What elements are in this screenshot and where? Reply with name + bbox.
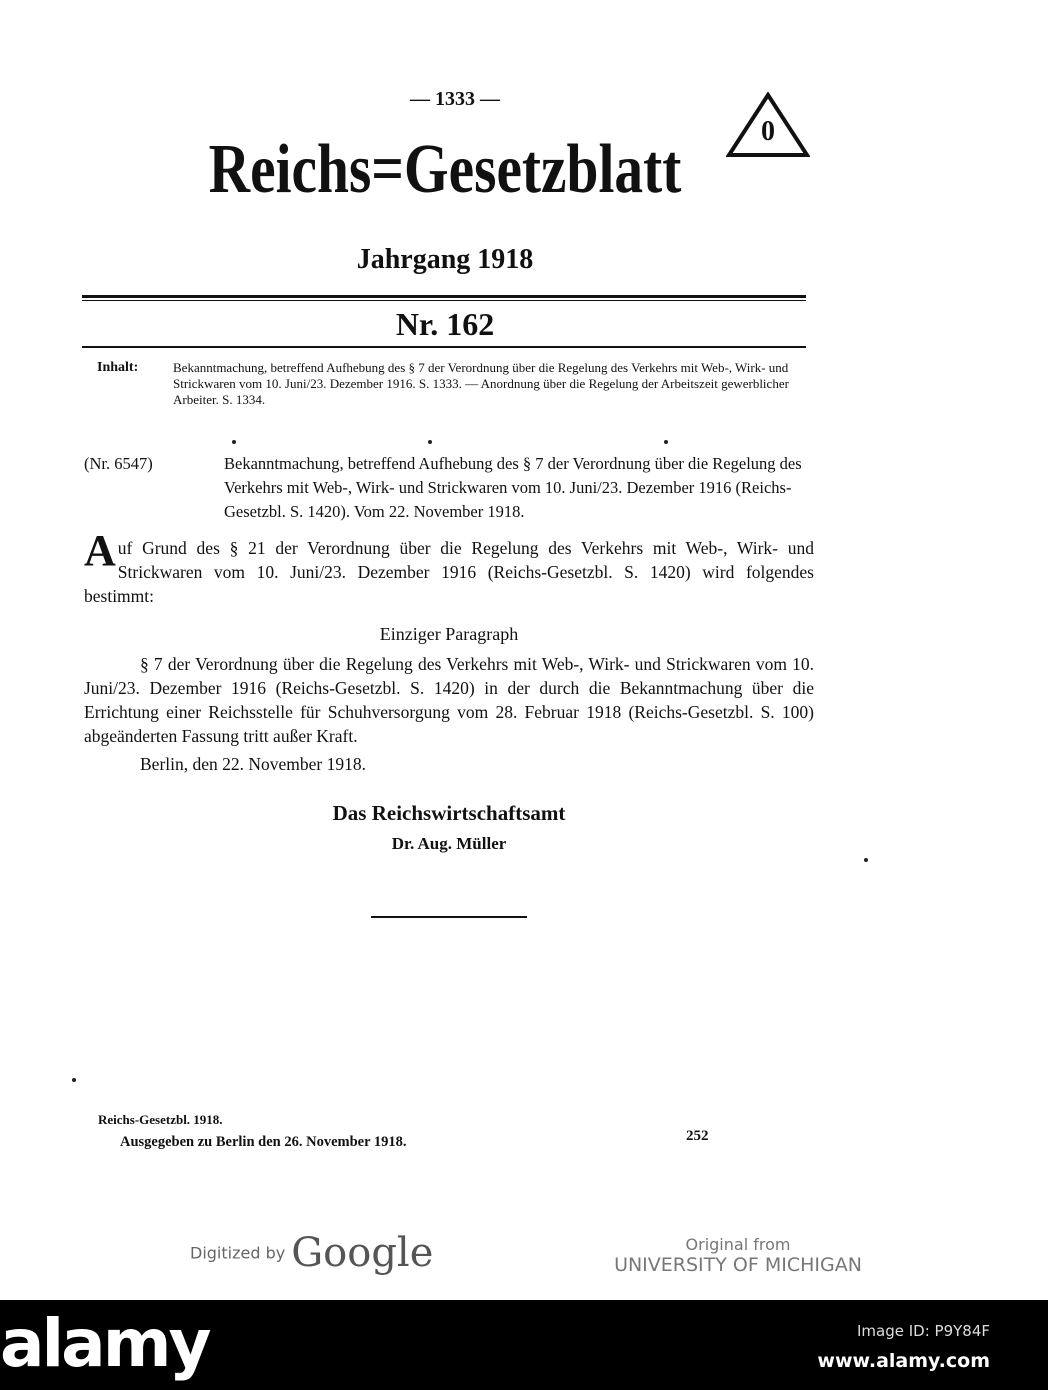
announcement-number: (Nr. 6547): [84, 454, 153, 473]
intro-body: uf Grund des § 21 der Verordnung über die Regelung des Verkehrs mit Web-, Wirk- und Strickwaren vom 10. Juni/23. Dezember 1916 (Reichs-Gesetzbl. S. 1420) wird folgendes bestimmt:: [84, 538, 814, 606]
year: Jahrgang 1918: [356, 244, 534, 275]
contents-text: Bekanntmachung, betreffend Aufhebung des § 7 der Verordnung über die Regelung des Verkehrs mit Web-, Wirk- und Strickwaren vom 10. Juni/23. Dezember 1916. S. 1333. — Anordnung über die Regelung der Arbeitszeit gewerblicher Arbeiter. S. 1334.: [173, 360, 789, 407]
intro-text: [84, 526, 814, 608]
contents-block: [97, 360, 809, 408]
document-body: [84, 452, 814, 918]
divider: [82, 295, 806, 298]
image-id: Image ID: P9Y84F: [856, 1322, 990, 1340]
signatory: Dr. Aug. Müller: [391, 834, 507, 853]
section-paragraph: § 7 der Verordnung über die Regelung des Verkehrs mit Web-, Wirk- und Strickwaren vom 10. Juni/23. Dezember 1916 (Reichs-Gesetzbl. S. 1420) in der durch die Bekanntmachung über die Errichtung einer Reichsstelle für Schuhversorgung vom 28. Februar 1918 (Reichs-Gesetzbl. S. 100) abgeänderten Fassung tritt außer Kraft.: [84, 654, 814, 746]
divider: [82, 346, 806, 348]
google-logo: Google: [291, 1230, 434, 1276]
footer-issued: Ausgegeben zu Berlin den 26. November 1918.: [120, 1134, 407, 1150]
section-heading: Einziger Paragraph: [379, 624, 519, 644]
original-from: [608, 1235, 868, 1276]
drop-cap: A: [84, 526, 116, 575]
end-rule: [371, 916, 527, 918]
authority: Das Reichswirtschaftsamt: [332, 801, 566, 825]
contents-label: Inhalt:: [97, 360, 139, 375]
digitized-prefix: Digitized by: [190, 1243, 286, 1263]
footer-reference: Reichs-Gesetzbl. 1918.: [98, 1112, 223, 1127]
watermark-url: www.alamy.com: [817, 1350, 990, 1372]
announcement-header: [84, 452, 814, 524]
triangle-badge: [726, 92, 810, 158]
divider: [82, 300, 806, 301]
badge-number: 0: [761, 116, 775, 147]
watermark-band: [0, 1300, 1048, 1390]
gazette-title: Reichs=Gesetzblatt: [208, 131, 682, 208]
issue-number: Nr. 162: [395, 306, 495, 342]
original-from-label: Original from: [685, 1235, 791, 1254]
digitized-by: [190, 1230, 433, 1276]
institution: UNIVERSITY OF MICHIGAN: [614, 1254, 862, 1276]
announcement-title: Bekanntmachung, betreffend Aufhebung des § 7 der Verordnung über die Regelung des Verkehrs mit Web-, Wirk- und Strickwaren vom 10. Juni/23. Dezember 1916 (Reichs-Gesetzbl. S. 1420). Vom 22. November 1918.: [224, 454, 802, 521]
page-number: — 1333 —: [410, 88, 500, 110]
place-date: Berlin, den 22. November 1918.: [140, 754, 366, 774]
alamy-logo: alamy: [0, 1305, 209, 1382]
sheet-number: 252: [686, 1128, 709, 1144]
